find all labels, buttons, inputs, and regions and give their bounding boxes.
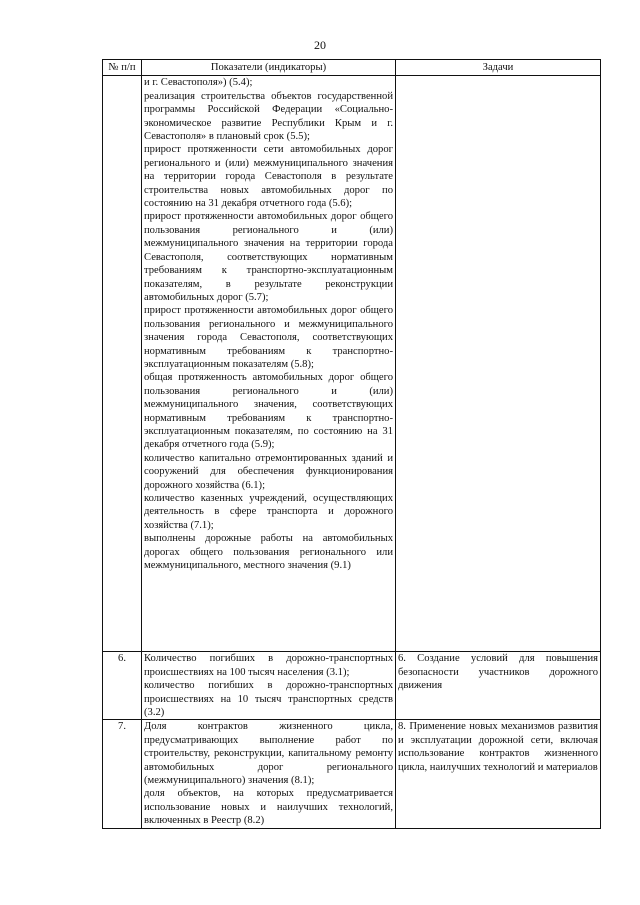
header-tasks: Задачи	[396, 60, 601, 76]
indicator-entry: реализация строительства объектов государственной программы Российской Федерации «Социально-экономическое развитие Республики Крым и г. Севастополя» в плановый срок (5.5);	[144, 90, 393, 143]
indicators-table	[102, 59, 601, 829]
task-cell	[396, 652, 601, 720]
task-text: 6. Создание условий для повышения безопасности участников дорожного движения	[398, 653, 598, 692]
page-number: 20	[314, 38, 326, 52]
indicators-cell	[142, 720, 396, 828]
indicator-entry: количество капитально отремонтированных зданий и сооружений для обеспечения функционирования дорожного хозяйства (6.1);	[144, 452, 393, 491]
indicator-entry: прирост протяженности автомобильных дорог общего пользования регионального и (или) межмуниципального значения на территории города Севастополя, соответствующих нормативным требованиям к транспортно-эксплуатационным показателям, в результате реконструкции автомобильных дорог (5.7);	[144, 211, 393, 303]
header-indicators: Показатели (индикаторы)	[142, 60, 396, 76]
table-header-row	[103, 60, 601, 76]
indicator-entry: Количество погибших в дорожно-транспортных происшествиях на 100 тысяч населения (3.1);	[144, 653, 393, 678]
indicator-entry: доля объектов, на которых предусматривается использование новых и наилучших технологий, включенных в Реестр (8.2)	[144, 788, 393, 827]
table-row	[103, 76, 601, 652]
indicator-entry: выполнены дорожные работы на автомобильных дорогах общего пользования регионального или межмуниципального, местного значения (9.1)	[144, 533, 393, 572]
indicators-cell	[142, 652, 396, 720]
task-cell	[396, 76, 601, 652]
indicator-entry: прирост протяженности сети автомобильных дорог регионального и (или) межмуниципального значения на территории города Севастополя в результате строительства новых автомобильных дорог по состоянию на 31 декабря отчетного года (5.6);	[144, 144, 393, 210]
indicator-entry: прирост протяженности автомобильных дорог общего пользования регионального и межмуниципального значения города Севастополя, соответствующих нормативным требованиям к транспортно-эксплуатационным показателям (5.8);	[144, 305, 393, 370]
indicator-entry: количество погибших в дорожно-транспортных происшествиях на 10 тысяч транспортных средств (3.2)	[144, 680, 393, 719]
task-cell	[396, 720, 601, 828]
row-number: 6.	[103, 652, 142, 720]
table-row	[103, 720, 601, 828]
header-number: № п/п	[103, 60, 142, 76]
indicator-entry: Доля контрактов жизненного цикла, предусматривающих выполнение работ по строительству, реконструкции, капитальному ремонту автомобильных дорог регионального (межмуниципального) значения (8.1);	[144, 721, 393, 787]
indicator-entry: количество казенных учреждений, осуществляющих деятельность в сфере транспорта и дорожного хозяйства (7.1);	[144, 493, 393, 531]
row-number: 7.	[103, 720, 142, 828]
row-number	[103, 76, 142, 652]
indicators-cell	[142, 76, 396, 652]
table-row	[103, 652, 601, 720]
indicator-entry: общая протяженность автомобильных дорог общего пользования регионального и (или) межмуниципального значения, соответствующих нормативным требованиям к транспортно-эксплуатационным показателям, по состоянию на 31 декабря отчетного года (5.9);	[144, 372, 393, 451]
task-text: 8. Применение новых механизмов развития и эксплуатации дорожной сети, включая использование контрактов жизненного цикла, наилучших технологий и материалов	[398, 721, 598, 773]
indicator-entry: и г. Севастополя») (5.4);	[144, 77, 253, 89]
